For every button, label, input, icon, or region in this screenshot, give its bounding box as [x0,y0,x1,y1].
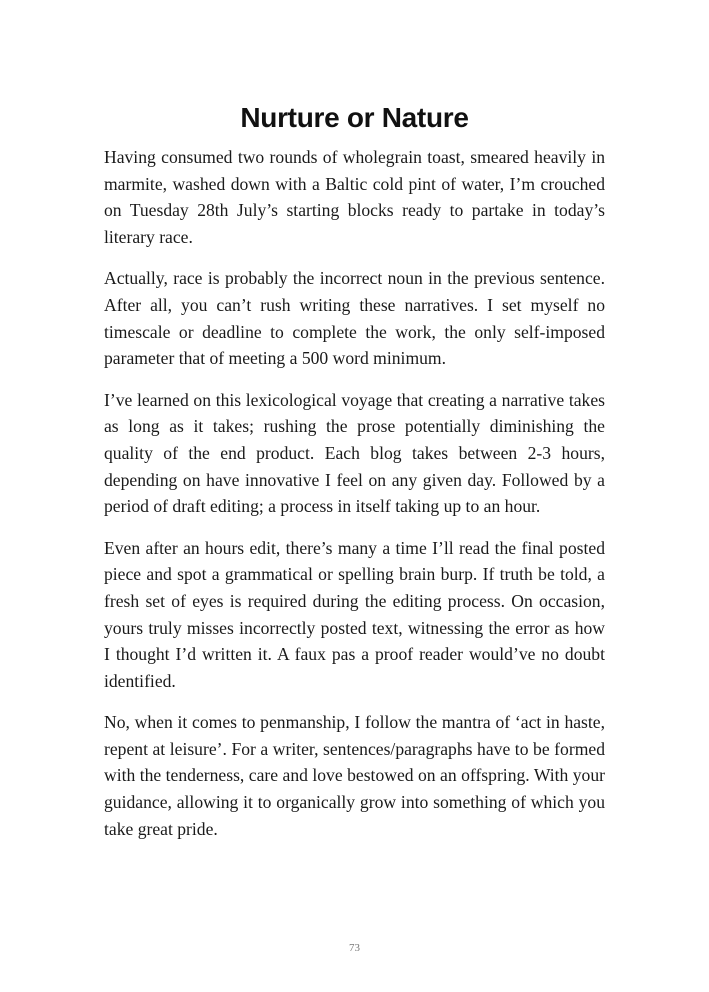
body-text [104,144,605,857]
paragraph: I’ve learned on this lexicological voyage that creating a narrative takes as long as it takes; rushing the prose potentially diminishing the quality of the end product. Each blog takes between 2-3 hours, depending on have innovative I feel on any given day. Followed by a period of draft editing; a process in itself taking up to an hour. [104,389,605,517]
page-title: Nurture or Nature [240,101,469,133]
paragraph: Actually, race is probably the incorrect noun in the previous sentence. After all, you can’t rush writing these narratives. I set myself no timescale or deadline to complete the work, the only self-imposed parameter that of meeting a 500 word minimum. [104,268,605,369]
paragraph: Even after an hours edit, there’s many a time I’ll read the final posted piece and spot a grammatical or spelling brain burp. If truth be told, a fresh set of eyes is required during the editing process. On occasion, yours truly misses incorrectly posted text, witnessing the error as how I thought I’d written it. A faux pas a proof reader would’ve no doubt identified. [104,537,605,691]
page-number: 73 [349,942,360,954]
paragraph: No, when it comes to penmanship, I follow the mantra of ‘act in haste, repent at leisure’. For a writer, sentences/paragraphs have to be formed with the tenderness, care and love bestowed on an offspring. With your guidance, allowing it to organically grow into something of which you take great pride. [104,712,605,839]
paragraph: Having consumed two rounds of wholegrain toast, smeared heavily in marmite, washed down with a Baltic cold pint of water, I’m crouched on Tuesday 28th July’s starting blocks ready to partake in today’s literary race. [104,147,605,247]
